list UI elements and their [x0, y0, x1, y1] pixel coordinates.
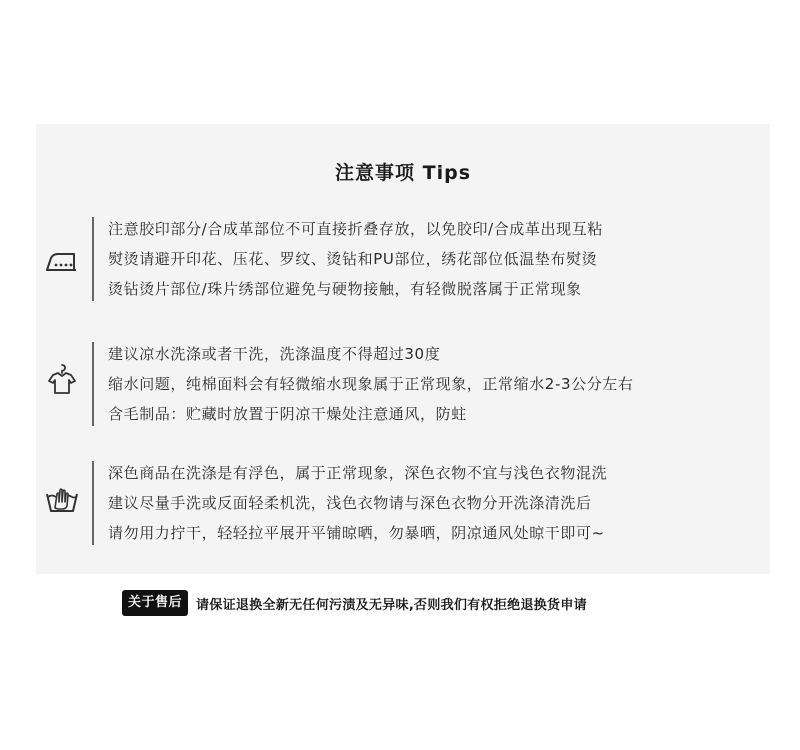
page-title: 注意事项 Tips — [335, 162, 471, 184]
tip-lines — [108, 214, 758, 304]
tip-line: 注意胶印部分/合成革部位不可直接折叠存放，以免胶印/合成革出现互粘 — [108, 220, 603, 238]
hanging-shirt-icon — [44, 362, 80, 398]
tip-line: 含毛制品：贮藏时放置于阴凉干燥处注意通风，防蛀 — [108, 405, 467, 423]
divider-line — [92, 217, 94, 301]
after-sales-badge: 关于售后 — [122, 590, 188, 616]
tip-line: 烫钻烫片部位/珠片绣部位避免与硬物接触，有轻微脱落属于正常现象 — [108, 280, 582, 298]
tip-line: 缩水问题，纯棉面料会有轻微缩水现象属于正常现象，正常缩水2-3公分左右 — [108, 375, 634, 393]
tip-line: 深色商品在洗涤是有浮色，属于正常现象，深色衣物不宜与浅色衣物混洗 — [108, 464, 608, 482]
tip-section-handwash — [36, 458, 770, 548]
tip-lines — [108, 339, 758, 429]
tip-line: 建议尽量手洗或反面轻柔机洗，浅色衣物请与深色衣物分开洗涤清洗后 — [108, 494, 592, 512]
tip-line: 建议凉水洗涤或者干洗，洗涤温度不得超过30度 — [108, 345, 441, 363]
after-sales-notice — [122, 589, 587, 617]
tip-section-washing — [36, 339, 770, 429]
divider-line — [92, 461, 94, 545]
divider-line — [92, 342, 94, 426]
care-tips-panel — [36, 124, 770, 574]
tip-line: 熨烫请避开印花、压花、罗纹、烫钻和PU部位，绣花部位低温垫布熨烫 — [108, 250, 598, 268]
iron-icon — [44, 246, 80, 282]
after-sales-text: 请保证退换全新无任何污渍及无异味,否则我们有权拒绝退换货申请 — [196, 597, 587, 613]
tip-lines — [108, 458, 758, 548]
tip-line: 请勿用力拧干，轻轻拉平展开平铺晾晒，勿暴晒，阴凉通风处晾干即可~ — [108, 524, 605, 542]
tip-section-ironing — [36, 214, 770, 304]
hand-wash-icon — [44, 482, 80, 518]
